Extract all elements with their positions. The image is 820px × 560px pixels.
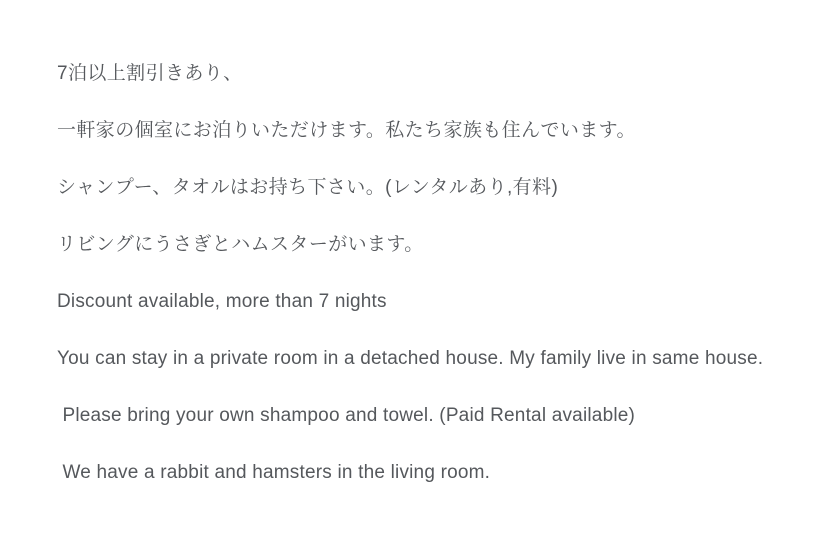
description-line-ja-shampoo-towel: シャンプー、タオルはお持ち下さい。(レンタルあり,有料) xyxy=(57,177,559,198)
description-line-ja-private-room: 一軒家の個室にお泊りいただけます。私たち家族も住んでいます。 xyxy=(57,120,636,141)
description-line-en-pets: We have a rabbit and hamsters in the living room. xyxy=(57,462,491,483)
description-line-en-discount: Discount available, more than 7 nights xyxy=(57,291,387,312)
description-line-ja-pets: リビングにうさぎとハムスターがいます。 xyxy=(57,234,424,255)
description-line-en-shampoo-towel: Please bring your own shampoo and towel. (Paid Rental available) xyxy=(57,405,636,426)
description-line-en-private-room: You can stay in a private room in a detached house. My family live in same house. xyxy=(57,348,764,369)
description-line-ja-discount: 7泊以上割引きあり、 xyxy=(57,63,243,84)
